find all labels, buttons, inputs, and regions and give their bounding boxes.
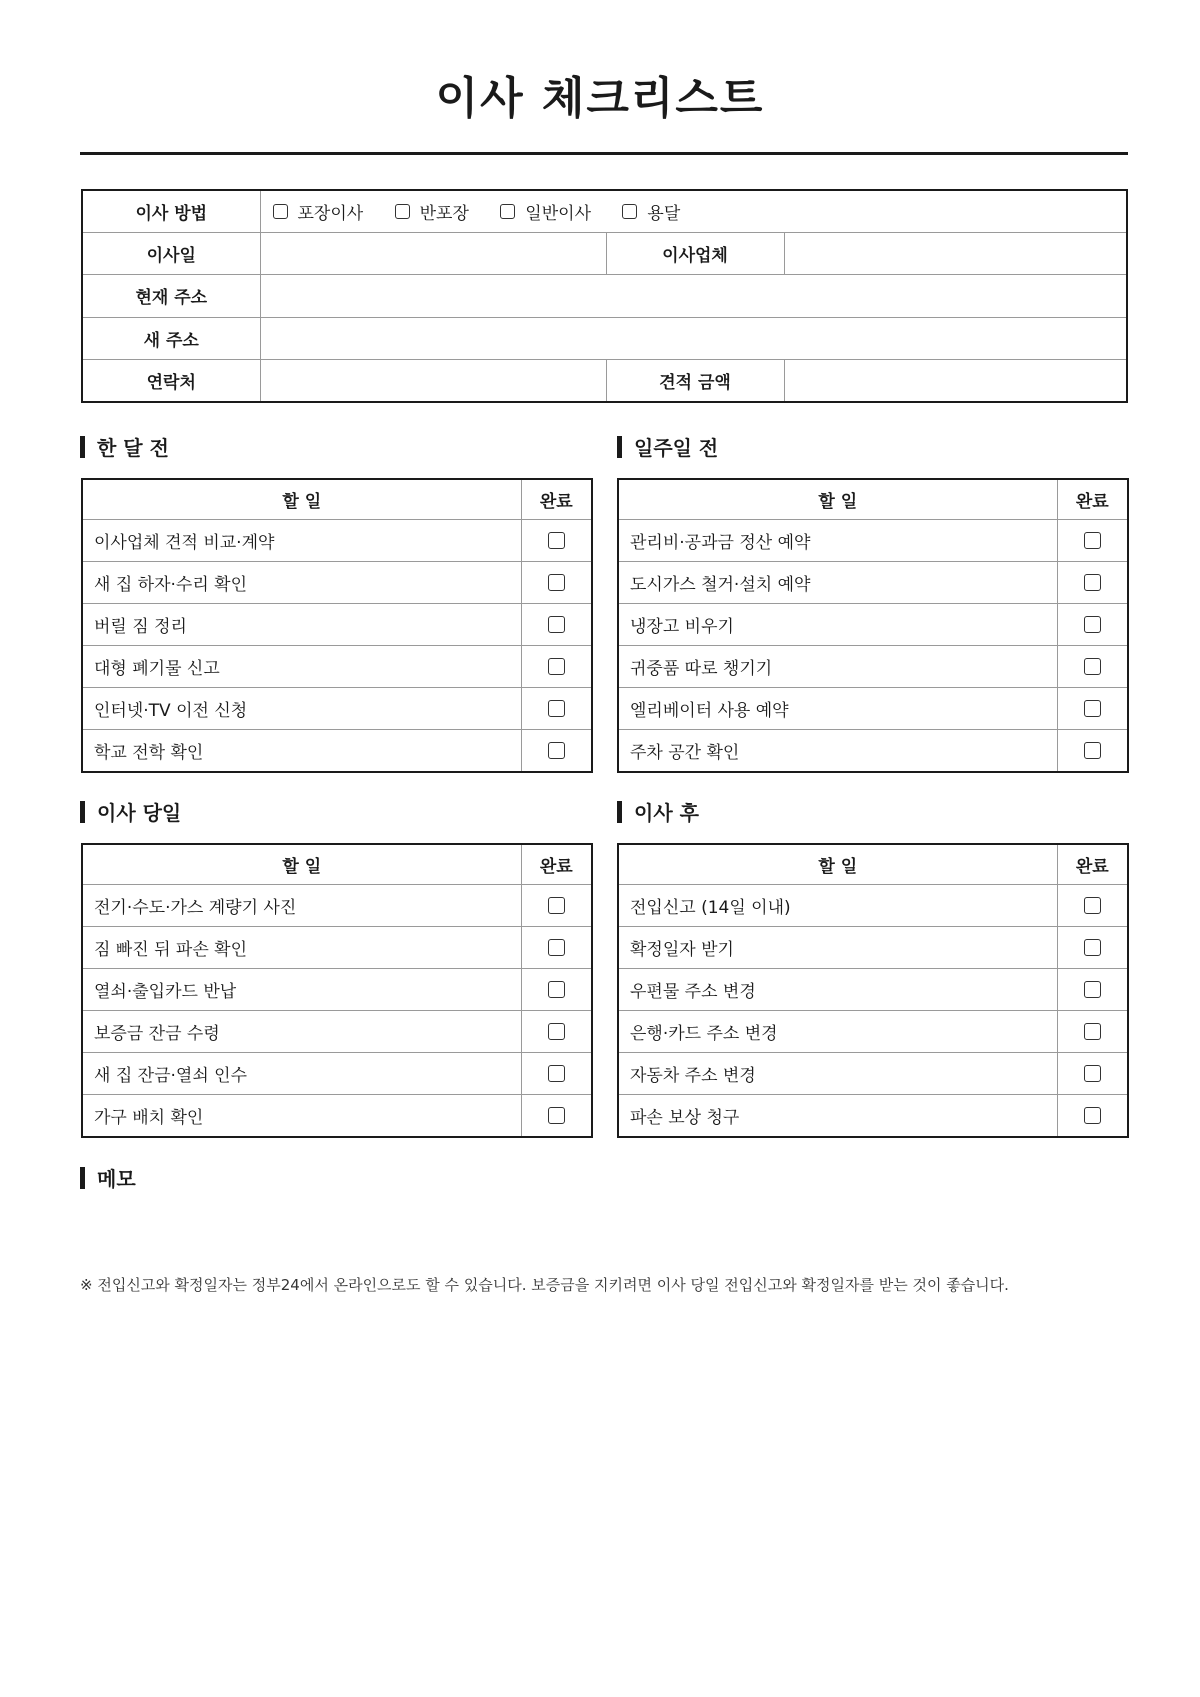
checkbox-icon[interactable]	[548, 981, 565, 998]
option-label: 용달	[647, 204, 681, 225]
method-row	[82, 190, 1127, 233]
done-cell	[521, 646, 592, 688]
section-title-after-moving	[617, 797, 699, 826]
done-cell	[1057, 520, 1128, 562]
table-row	[618, 1095, 1128, 1138]
done-cell	[1057, 646, 1128, 688]
done-cell	[1057, 604, 1128, 646]
done-cell	[1057, 1011, 1128, 1053]
title-divider	[80, 152, 1128, 155]
task-label: 귀중품 따로 챙기기	[618, 646, 1057, 688]
checkbox-icon[interactable]	[622, 204, 637, 219]
done-header: 완료	[1057, 844, 1128, 885]
table-row	[82, 1053, 592, 1095]
table-row	[82, 969, 592, 1011]
section-title-text: 이사 후	[634, 801, 699, 825]
section-title-month-before	[80, 432, 169, 461]
task-label: 새 집 하자·수리 확인	[82, 562, 521, 604]
done-cell	[521, 969, 592, 1011]
table-row	[618, 1011, 1128, 1053]
task-label: 확정일자 받기	[618, 927, 1057, 969]
company-label: 이사업체	[606, 233, 784, 275]
task-label: 도시가스 철거·설치 예약	[618, 562, 1057, 604]
section-marker	[80, 801, 85, 823]
current-address-label: 현재 주소	[82, 275, 260, 317]
method-option-general[interactable]	[500, 199, 591, 224]
section-marker	[80, 1167, 85, 1189]
task-label: 파손 보상 청구	[618, 1095, 1057, 1138]
checkbox-icon[interactable]	[1084, 897, 1101, 914]
checkbox-icon[interactable]	[548, 742, 565, 759]
table-row	[618, 520, 1128, 562]
table-row	[82, 604, 592, 646]
checkbox-icon[interactable]	[548, 897, 565, 914]
section-marker	[80, 436, 85, 458]
company-field[interactable]	[784, 233, 1127, 275]
checkbox-icon[interactable]	[1084, 658, 1101, 675]
done-header: 완료	[521, 479, 592, 520]
checkbox-icon[interactable]	[548, 700, 565, 717]
task-label: 은행·카드 주소 변경	[618, 1011, 1057, 1053]
task-label: 엘리베이터 사용 예약	[618, 688, 1057, 730]
done-cell	[521, 520, 592, 562]
task-header: 할 일	[618, 479, 1057, 520]
task-label: 인터넷·TV 이전 신청	[82, 688, 521, 730]
table-row	[82, 1095, 592, 1138]
table-row	[618, 885, 1128, 927]
checkbox-icon[interactable]	[548, 939, 565, 956]
task-label: 전기·수도·가스 계량기 사진	[82, 885, 521, 927]
checkbox-icon[interactable]	[548, 1065, 565, 1082]
contact-field[interactable]	[260, 359, 606, 402]
section-title-text: 메모	[97, 1167, 136, 1191]
contact-row	[82, 359, 1127, 402]
task-label: 관리비·공과금 정산 예약	[618, 520, 1057, 562]
table-row	[618, 730, 1128, 773]
method-option-half-packing[interactable]	[395, 199, 469, 224]
checkbox-icon[interactable]	[1084, 616, 1101, 633]
done-cell	[1057, 969, 1128, 1011]
checkbox-icon[interactable]	[548, 574, 565, 591]
done-cell	[1057, 562, 1128, 604]
method-label: 이사 방법	[82, 190, 260, 233]
done-header: 완료	[521, 844, 592, 885]
method-option-packing[interactable]	[273, 199, 364, 224]
current-address-row	[82, 275, 1127, 317]
checkbox-icon[interactable]	[1084, 1023, 1101, 1040]
table-row	[618, 1053, 1128, 1095]
checkbox-icon[interactable]	[500, 204, 515, 219]
done-cell	[1057, 927, 1128, 969]
option-label: 반포장	[419, 204, 469, 225]
current-address-field[interactable]	[260, 275, 1127, 317]
new-address-label: 새 주소	[82, 317, 260, 359]
task-table-week-before	[617, 478, 1129, 773]
checkbox-icon[interactable]	[1084, 939, 1101, 956]
table-row	[618, 927, 1128, 969]
task-label: 자동차 주소 변경	[618, 1053, 1057, 1095]
task-label: 우편물 주소 변경	[618, 969, 1057, 1011]
table-row	[82, 646, 592, 688]
option-label: 포장이사	[297, 204, 364, 225]
estimate-label: 견적 금액	[606, 359, 784, 402]
checkbox-icon[interactable]	[548, 1107, 565, 1124]
table-row	[618, 969, 1128, 1011]
task-label: 냉장고 비우기	[618, 604, 1057, 646]
task-label: 짐 빠진 뒤 파손 확인	[82, 927, 521, 969]
task-table-moving-day	[81, 843, 593, 1138]
table-row	[82, 730, 592, 773]
section-title-moving-day	[80, 797, 181, 826]
method-options	[260, 190, 1127, 233]
table-row	[82, 1011, 592, 1053]
contact-label: 연락처	[82, 359, 260, 402]
footnote: ※ 전입신고와 확정일자는 정부24에서 온라인으로도 할 수 있습니다. 보증금을 지키려면 이사 당일 전입신고와 확정일자를 받는 것이 좋습니다.	[80, 1276, 1009, 1294]
task-label: 이사업체 견적 비교·계약	[82, 520, 521, 562]
table-row	[82, 885, 592, 927]
task-table-after-moving	[617, 843, 1129, 1138]
task-label: 대형 폐기물 신고	[82, 646, 521, 688]
date-field[interactable]	[260, 233, 606, 275]
done-cell	[1057, 1095, 1128, 1138]
table-row	[618, 604, 1128, 646]
table-row	[82, 562, 592, 604]
checkbox-icon[interactable]	[1084, 532, 1101, 549]
method-option-truck[interactable]	[622, 199, 680, 224]
done-cell	[521, 688, 592, 730]
done-cell	[1057, 885, 1128, 927]
option-label: 일반이사	[525, 204, 591, 225]
done-cell	[1057, 688, 1128, 730]
section-title-text: 한 달 전	[97, 436, 169, 460]
date-row	[82, 233, 1127, 275]
checkbox-icon[interactable]	[548, 658, 565, 675]
section-title-text: 이사 당일	[97, 801, 182, 825]
checkbox-icon[interactable]	[395, 204, 410, 219]
table-row	[618, 688, 1128, 730]
new-address-field[interactable]	[260, 317, 1127, 359]
checkbox-icon[interactable]	[548, 616, 565, 633]
table-row	[618, 562, 1128, 604]
task-label: 가구 배치 확인	[82, 1095, 521, 1138]
estimate-field[interactable]	[784, 359, 1127, 402]
section-marker	[617, 436, 622, 458]
done-cell	[521, 1053, 592, 1095]
checkbox-icon[interactable]	[1084, 700, 1101, 717]
task-label: 버릴 짐 정리	[82, 604, 521, 646]
page-title: 이사 체크리스트	[435, 73, 765, 124]
task-header: 할 일	[618, 844, 1057, 885]
task-table-month-before	[81, 478, 593, 773]
checkbox-icon[interactable]	[1084, 1065, 1101, 1082]
table-row	[82, 688, 592, 730]
section-title-memo	[80, 1163, 136, 1192]
section-title-week-before	[617, 432, 718, 461]
task-label: 열쇠·출입카드 반납	[82, 969, 521, 1011]
done-cell	[521, 562, 592, 604]
done-cell	[1057, 1053, 1128, 1095]
checkbox-icon[interactable]	[1084, 574, 1101, 591]
task-header: 할 일	[82, 844, 521, 885]
date-label: 이사일	[82, 233, 260, 275]
done-cell	[521, 885, 592, 927]
task-label: 주차 공간 확인	[618, 730, 1057, 773]
section-marker	[617, 801, 622, 823]
done-cell	[521, 1011, 592, 1053]
checkbox-icon[interactable]	[273, 204, 288, 219]
done-header: 완료	[1057, 479, 1128, 520]
task-label: 학교 전학 확인	[82, 730, 521, 773]
table-row	[82, 520, 592, 562]
table-row	[618, 646, 1128, 688]
checkbox-icon[interactable]	[1084, 1107, 1101, 1124]
checkbox-icon[interactable]	[1084, 742, 1101, 759]
done-cell	[521, 604, 592, 646]
done-cell	[521, 730, 592, 773]
done-cell	[1057, 730, 1128, 773]
table-row	[82, 927, 592, 969]
task-label: 새 집 잔금·열쇠 인수	[82, 1053, 521, 1095]
task-label: 보증금 잔금 수령	[82, 1011, 521, 1053]
checkbox-icon[interactable]	[548, 1023, 565, 1040]
moving-info-table	[81, 189, 1128, 403]
section-title-text: 일주일 전	[634, 436, 719, 460]
task-header: 할 일	[82, 479, 521, 520]
done-cell	[521, 1095, 592, 1138]
checkbox-icon[interactable]	[548, 532, 565, 549]
checkbox-icon[interactable]	[1084, 981, 1101, 998]
new-address-row	[82, 317, 1127, 359]
done-cell	[521, 927, 592, 969]
task-label: 전입신고 (14일 이내)	[618, 885, 1057, 927]
